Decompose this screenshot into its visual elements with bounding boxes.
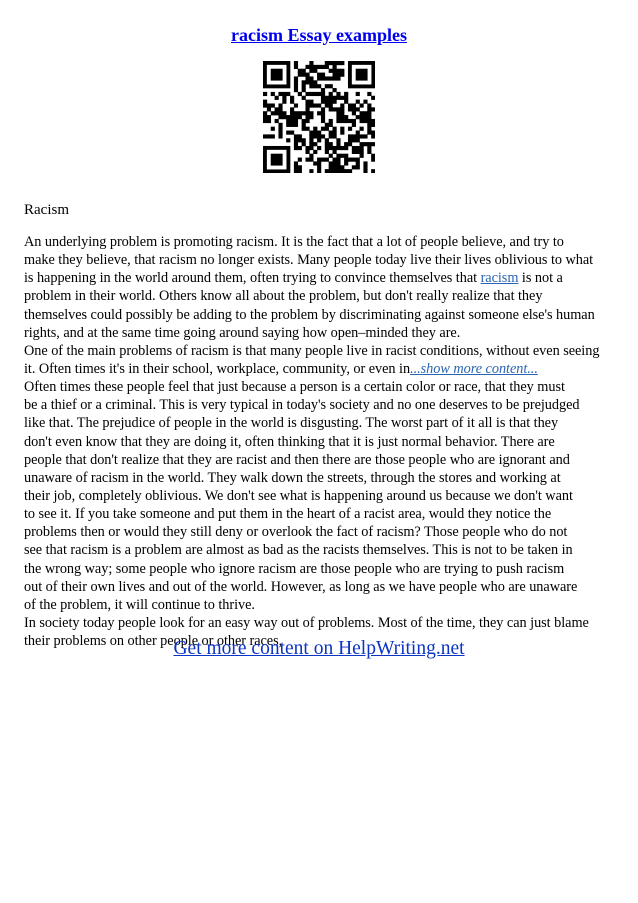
body-text-run: people that don't realize that they are racist and then there are those people who are ignorant and (24, 451, 570, 468)
body-line (24, 614, 616, 632)
essay-body (24, 233, 616, 650)
body-text-run: don't even know that they are doing it, often thinking that it is just normal behavior. There are (24, 433, 555, 450)
body-line (24, 596, 616, 614)
body-text-run: unaware of racism in the world. They walk down the streets, through the stores and working at (24, 469, 561, 486)
body-line (24, 487, 616, 505)
body-line (24, 469, 616, 487)
body-text-run: rights, and at the same time going around saying how open–minded they are. (24, 324, 461, 341)
body-line (24, 433, 616, 451)
get-more-content-link[interactable]: Get more content on HelpWriting.net (173, 638, 465, 659)
body-text-run: see that racism is a problem are almost as bad as the racists themselves. This is not to be taken in (24, 542, 573, 559)
body-text-run: the wrong way; some people who ignore racism are those people who are trying to push racism (24, 560, 565, 577)
body-text-run: One of the main problems of racism is that many people live in racist conditions, without even seeing (24, 342, 600, 359)
body-line (24, 251, 616, 269)
body-text-run: In society today people look for an easy way out of problems. Most of the time, they can just blame (24, 614, 589, 631)
body-text-run: themselves could possibly be adding to the problem by discriminating against someone else's human (24, 306, 595, 323)
body-text-run: to see it. If you take someone and put them in the heart of a racist area, would they notice the (24, 506, 552, 523)
body-text-run: be a thief or a criminal. This is very typical in today's society and no one deserves to be prejudged (24, 397, 580, 414)
body-text-run: it. Often times it's in their school, workplace, community, or even in (24, 360, 411, 377)
body-text-run: make they believe, that racism no longer exists. Many people today live their lives oblivious to what (24, 252, 594, 269)
show-more-content-link[interactable]: ...show more content... (410, 360, 538, 377)
body-text-run: Often times these people feel that just because a person is a certain color or race, that they must (24, 379, 565, 396)
body-line (24, 378, 616, 396)
body-text-run: problem in their world. Others know all about the problem, but don't really realize that they (24, 288, 543, 305)
body-line (24, 233, 616, 251)
body-line (24, 451, 616, 469)
body-text-run: is happening in the world around them, often trying to convince themselves that (24, 270, 481, 287)
body-line (24, 342, 616, 360)
document-title (0, 24, 638, 46)
body-line (24, 306, 616, 324)
body-line (24, 269, 616, 287)
footer (0, 637, 638, 661)
body-text-run: like that. The prejudice of people in the world is disgusting. The worst part of it all is that they (24, 415, 559, 432)
body-line (24, 505, 616, 523)
body-line (24, 414, 616, 432)
body-line (24, 360, 616, 378)
title-link[interactable]: racism Essay examples (231, 25, 407, 45)
body-line (24, 287, 616, 305)
body-text-run: of the problem, it will continue to thrive. (24, 596, 255, 613)
body-line (24, 396, 616, 414)
body-text-run: problems then or would they still deny or overlook the fact of racism? Those people who do not (24, 524, 568, 541)
body-line (24, 541, 616, 559)
racism-link[interactable]: racism (480, 270, 519, 287)
body-text-run: An underlying problem is promoting racism. It is the fact that a lot of people believe, and try to (24, 234, 564, 250)
body-text-run: is not a (518, 270, 563, 287)
body-text-run: out of their own lives and out of the world. However, as long as we have people who are unaware (24, 578, 578, 595)
body-text-run: their problems on other people or other races, (24, 633, 283, 650)
body-line (24, 560, 616, 578)
body-line (24, 523, 616, 541)
body-text-run: their job, completely oblivious. We don't see what is happening around us because we don't want (24, 487, 573, 504)
qr-code-icon (263, 61, 375, 173)
essay-heading: Racism (24, 202, 69, 218)
body-line (24, 324, 616, 342)
qr-code-graphic (263, 61, 375, 173)
body-line (24, 578, 616, 596)
